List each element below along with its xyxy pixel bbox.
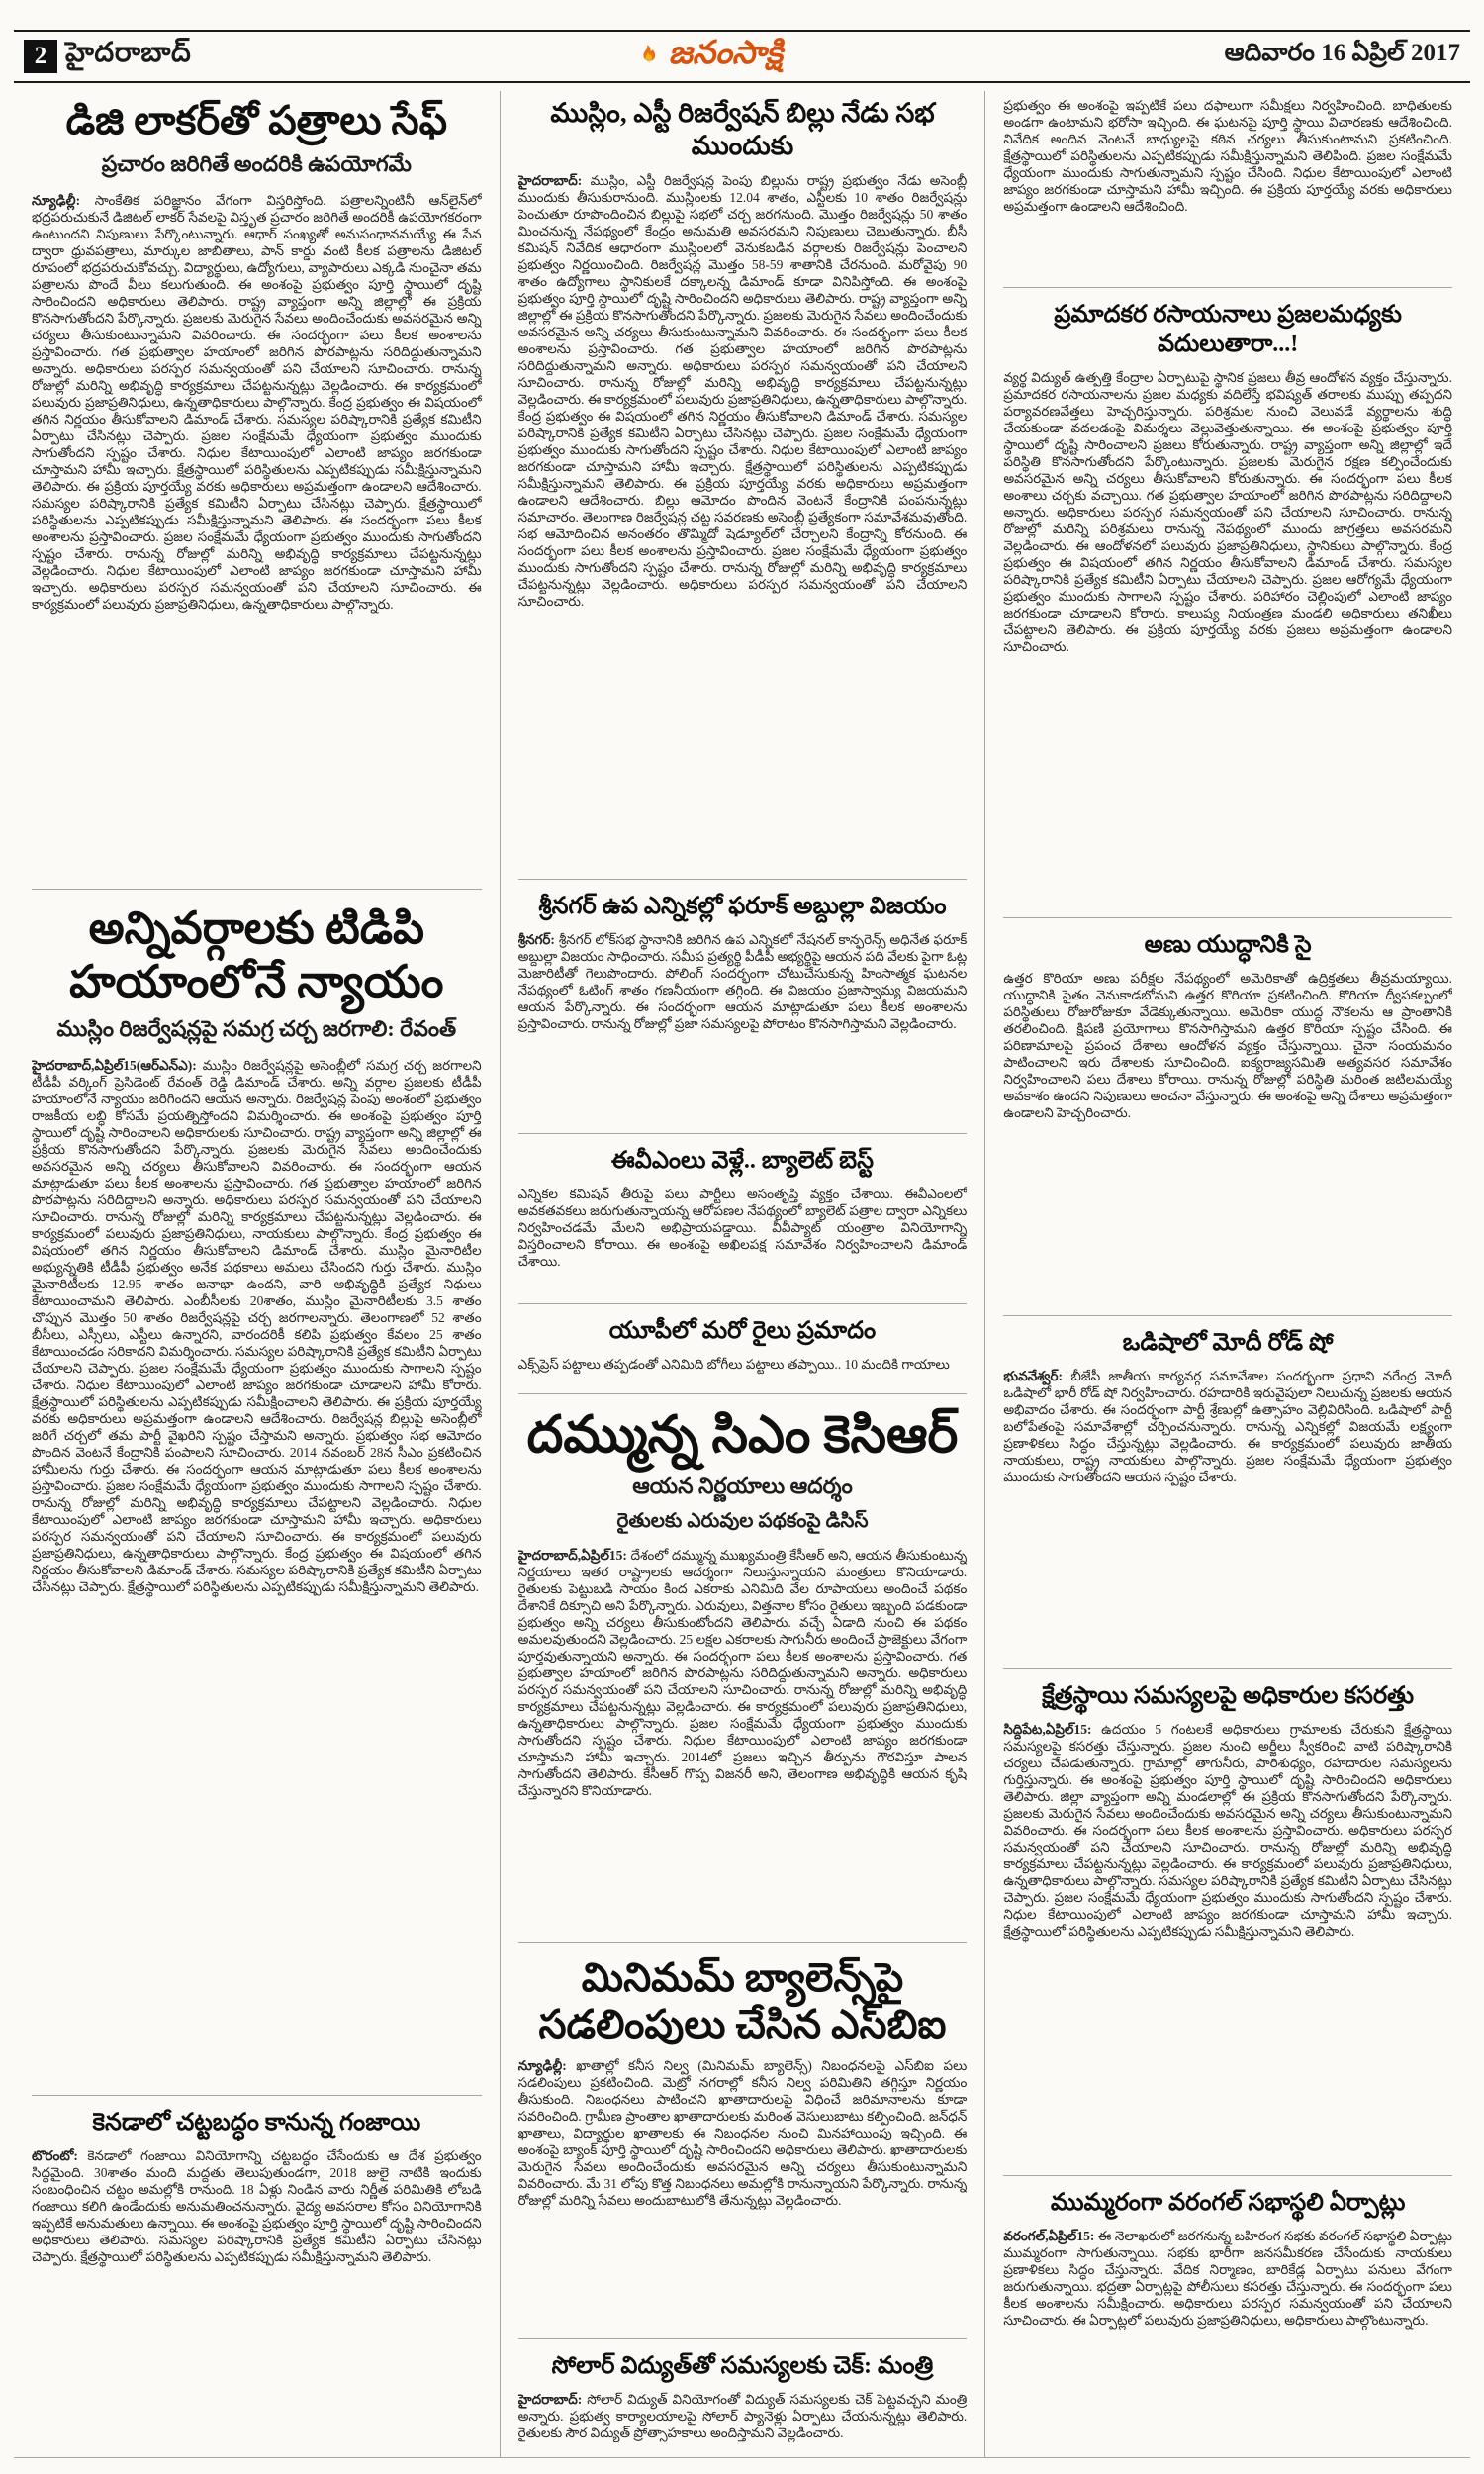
body-continuation — [1003, 97, 1452, 273]
body-text: శ్రీనగర్ లోక్‌సభ స్థానానికి జరిగిన ఉప ఎన్నికలో నేషనల్ కాన్ఫరెన్స్ అధినేత ఫరూక్ అబ్దుల్లా విజయం సాధించారు. సమీప ప్రత్యర్థి పీడీపీ అభ్యర్థిపై ఆయన పది వేలకు పైగా ఓట్ల మెజారిటీతో గెలుపొందారు. పోలింగ్ సందర్భంగా చోటుచేసుకున్న హింసాత్మక ఘటనల నేపథ్యంలో ఓటింగ్ శాతం గణనీయంగా తగ్గింది. ఈ విజయం ప్రజాస్వామ్య విజయమని ఆయన పేర్కొన్నారు. ఈ సందర్భంగా ఆయన మాట్లాడుతూ పలు కీలక అంశాలను ప్రస్తావించారు. రానున్న రోజుల్లో ప్రజా సమస్యలపై పోరాటం కొనసాగిస్తామని వెల్లడించారు. — [517, 931, 968, 1031]
article-modi-roadshow — [1003, 1315, 1452, 1655]
dateline: హైదరాబాద్: — [517, 2392, 583, 2408]
masthead-bar — [14, 30, 1470, 83]
subheadline-digilocker: ప్రచారం జరిగితే అందరికి ఉపయోగమే — [101, 151, 412, 177]
article-tdp-justice — [32, 889, 482, 2081]
article-continuation — [1003, 97, 1452, 273]
article-solar-power — [518, 2338, 968, 2442]
masthead-logo — [633, 35, 783, 79]
body-canada — [32, 2147, 482, 2395]
subheadline-kcr-2: రైతులకు ఎరువుల పథకంపై డిసిస్ — [616, 1509, 869, 1532]
headline-nuclear: అణు యుద్ధానికి సై — [1144, 932, 1312, 958]
edition-name: హైదరాబాద్ — [65, 38, 192, 68]
article-canada-cannabis — [32, 2095, 482, 2395]
article-rail-accident — [518, 1303, 968, 1380]
dateline: హైదరాబాద్: — [517, 172, 583, 188]
headline-canada: కెనడాలో చట్టబద్ధం కానున్న గంజాయి — [92, 2110, 421, 2137]
page-number: 2 — [24, 40, 57, 73]
body-solar — [518, 2391, 968, 2442]
body-text: ఎన్నికల కమిషన్ తీరుపై పలు పార్టీలు అసంతృప్తి వ్యక్తం చేశాయి. ఈవీఎంలలో అవకతవకలు జరుగుతున్నాయన్న ఆరోపణల నేపథ్యంలో బ్యాలెట్ పత్రాల ద్వారా ఎన్నికలు నిర్వహించడమే మేలని అభిప్రాయపడ్డాయి. వీవీప్యాట్ యంత్రాల వినియోగాన్ని విస్తరించాలని కోరాయి. ఈ అంశంపై అఖిలపక్ష సమావేశం నిర్వహించాలని డిమాండ్ చేశాయి. — [517, 1186, 968, 1269]
body-text: ముస్లిం రిజర్వేషన్లపై అసెంబ్లీలో సమగ్ర చర్చ జరగాలని టీడీపీ వర్కింగ్ ప్రెసిడెంట్ రేవంత్ రెడ్డి డిమాండ్ చేశారు. అన్ని వర్గాల ప్రజలకు టీడీపీ హయాంలోనే న్యాయం జరిగిందని ఆయన అన్నారు. రిజర్వేషన్ల పెంపు అంశంలో ప్రభుత్వం రాజకీయ లబ్ధి కోసమే ప్రయత్నిస్తోందని విమర్శించారు. ఈ అంశంపై ప్రభుత్వం పూర్తి స్థాయిలో దృష్టి సారించాలని అధికారులకు సూచించారు. రాష్ట్ర వ్యాప్తంగా అన్ని జిల్లాల్లో ఈ ప్రక్రియ కొనసాగుతోందని పేర్కొన్నారు. ప్రజలకు మెరుగైన సేవలు అందించేందుకు అవసరమైన అన్ని చర్యలు తీసుకోవాలని వివరించారు. ఈ సందర్భంగా ఆయన మాట్లాడుతూ పలు కీలక అంశాలను ప్రస్తావించారు. గత ప్రభుత్వాల హయాంలో జరిగిన పొరపాట్లను సరిదిద్దాలని అన్నారు. అధికారులు పరస్పర సమన్వయంతో పని చేయాలని సూచించారు. రానున్న రోజుల్లో మరిన్ని కార్యక్రమాలు చేపట్టనున్నట్లు వెల్లడించారు. ఈ కార్యక్రమంలో పలువురు ప్రజాప్రతినిధులు, నాయకులు పాల్గొన్నారు. కేంద్ర ప్రభుత్వం ఈ విషయంలో తగిన నిర్ణయం తీసుకోవాలని డిమాండ్ చేశారు. ముస్లిం మైనారిటీల అభ్యున్నతికి టీడీపీ ప్రభుత్వం అనేక పథకాలు అమలు చేసిందని గుర్తు చేశారు. ముస్లిం మైనారిటీలకు 12.95 శాతం జనాభా ఉందని, వారి అభివృద్ధికి ప్రత్యేక నిధులు కేటాయించామని తెలిపారు. ఎంబీసీలకు 20శాతం, ముస్లిం మైనారిటీలకు 3.5 శాతం చొప్పున మొత్తం 50 శాతం రిజర్వేషన్లపై చర్చ జరగాలన్నారు. తెలంగాణలో 52 శాతం బీసీలు, ఎస్సీలు, ఎస్టీలు ఉన్నారని, వారందరికీ కలిపి ప్రభుత్వం కేవలం 25 శాతం కేటాయించడం సరికాదని విమర్శించారు. సమస్యల పరిష్కారానికి ప్రత్యేక కమిటీని ఏర్పాటు చేయాలని చెప్పారు. ప్రజల సంక్షేమమే ధ్యేయంగా ప్రభుత్వం ముందుకు సాగాలని స్పష్టం చేశారు. నిధుల కేటాయింపులో ఎలాంటి జాప్యం జరగకుండా చూడాలని హామీ కోరారు. క్షేత్రస్థాయిలో పరిస్థితులను ఎప్పటికప్పుడు సమీక్షించాలని తెలిపారు. ఈ ప్రక్రియ పూర్తయ్యే వరకు అధికారులు అప్రమత్తంగా ఉండాలని ఆదేశించారు. రిజర్వేషన్ల బిల్లుపై అసెంబ్లీలో జరిగే చర్చలో తమ పార్టీ వైఖరిని స్పష్టం చేస్తామని అన్నారు. ప్రభుత్వం సభ ఆమోదం పొందిన వెంటనే కేంద్రానికి పంపాలని సూచించారు. 2014 నవంబర్ 28న సీఎం ప్రకటించిన హామీలను గుర్తు చేశారు. ఈ సందర్భంగా ఆయన మాట్లాడుతూ పలు కీలక అంశాలను ప్రస్తావించారు. ప్రజల సంక్షేమమే ధ్యేయంగా ప్రభుత్వం ముందుకు సాగాలని స్పష్టం చేశారు. రానున్న రోజుల్లో మరిన్ని అభివృద్ధి కార్యక్రమాలు చేపట్టాలని వెల్లడించారు. నిధుల కేటాయింపులో ఎలాంటి జాప్యం జరగకుండా చూస్తామని హామీ ఇచ్చారు. అధికారులు పరస్పర సమన్వయంతో పని చేయాలని సూచించారు. ఈ కార్యక్రమంలో పలువురు ప్రజాప్రతినిధులు, ఉన్నతాధికారులు పాల్గొన్నారు. కేంద్ర ప్రభుత్వం ఈ విషయంలో తగిన నిర్ణయం తీసుకోవాలని డిమాండ్ చేశారు. సమస్యల పరిష్కారానికి ప్రత్యేక కమిటీని ఏర్పాటు చేసినట్లు చెప్పారు. క్షేత్రస్థాయిలో పరిస్థితులను ఎప్పటికప్పుడు సమీక్షిస్తున్నామని తెలిపారు. — [32, 1058, 482, 1595]
flame-icon — [633, 43, 661, 70]
dateline: శ్రీనగర్: — [517, 931, 555, 947]
dateline: న్యూఢిల్లీ: — [32, 193, 81, 209]
subheadline-kcr-1: ఆయన నిర్ణయాలు ఆదర్శం — [632, 1473, 853, 1498]
body-srinagar — [518, 931, 968, 1119]
body-sbi — [518, 2057, 968, 2325]
headline-field: క్షేత్రస్థాయి సమస్యలపై అధికారుల కసరత్తు — [1042, 1683, 1415, 1709]
body-text: సోలార్ విద్యుత్ వినియోగంతో విద్యుత్ సమస్యలకు చెక్ పెట్టవచ్చని మంత్రి అన్నారు. ప్రభుత్వ కార్యాలయాలపై సోలార్ ప్యానెళ్లు ఏర్పాటు చేయనున్నట్లు తెలిపారు. రైతులకు సౌర విద్యుత్ ప్రోత్సాహకాలు అందిస్తామని వెల్లడించారు. — [517, 2392, 968, 2441]
dateline: హైదరాబాద్,ఏప్రిల్15: — [517, 1547, 627, 1563]
body-warangal — [1003, 2228, 1452, 2430]
body-reservation — [518, 172, 968, 865]
headline-modi: ఒడిషాలో మోదీ రోడ్ షో — [1122, 1330, 1334, 1356]
body-text: ముస్లిం, ఎస్టీ రిజర్వేషన్ల పెంపు బిల్లును రాష్ట్ర ప్రభుత్వం నేడు అసెంబ్లీ ముందుకు తీసుకురానుంది. ముస్లింలకు 12.04 శాతం, ఎస్టీలకు 10 శాతం రిజర్వేషన్లు పెంచుతూ రూపొందించిన బిల్లుపై సభలో చర్చ జరగనుంది. మొత్తం రిజర్వేషన్లు 50 శాతం మించనున్న నేపథ్యంలో కేంద్రం అనుమతి అవసరమని నిపుణులు చెబుతున్నారు. బీసీ కమిషన్ నివేదిక ఆధారంగా ముస్లింలలో వెనుకబడిన వర్గాలకు రిజర్వేషన్లు పెంచాలని ప్రభుత్వం నిర్ణయించింది. రిజర్వేషన్ల మొత్తం 58-59 శాతానికి చేరనుంది. మరోవైపు 90 శాతం ఉద్యోగాలు స్థానికులకే దక్కాలన్న డిమాండ్ కూడా వినిపిస్తోంది. ఈ అంశంపై ప్రభుత్వం పూర్తి స్థాయిలో దృష్టి సారించిందని అధికారులు తెలిపారు. రాష్ట్ర వ్యాప్తంగా అన్ని జిల్లాల్లో ఈ ప్రక్రియ కొనసాగుతోందని పేర్కొన్నారు. ప్రజలకు మెరుగైన సేవలు అందించేందుకు అవసరమైన అన్ని చర్యలు తీసుకుంటున్నామని వివరించారు. ఈ సందర్భంగా పలు కీలక అంశాలను ప్రస్తావించారు. గత ప్రభుత్వాల హయాంలో జరిగిన పొరపాట్లను సరిదిద్దుతున్నామని అన్నారు. అధికారులు పరస్పర సమన్వయంతో పని చేయాలని సూచించారు. రానున్న రోజుల్లో మరిన్ని అభివృద్ధి కార్యక్రమాలు చేపట్టనున్నట్లు వెల్లడించారు. ఈ కార్యక్రమంలో పలువురు ప్రజాప్రతినిధులు, ఉన్నతాధికారులు పాల్గొన్నారు. కేంద్ర ప్రభుత్వం ఈ విషయంలో తగిన నిర్ణయం తీసుకోవాలని డిమాండ్ చేశారు. సమస్యల పరిష్కారానికి ప్రత్యేక కమిటీని ఏర్పాటు చేసినట్లు చెప్పారు. ప్రజల సంక్షేమమే ధ్యేయంగా ప్రభుత్వం ముందుకు సాగుతోందని స్పష్టం చేశారు. నిధుల కేటాయింపులో ఎలాంటి జాప్యం జరగకుండా చూస్తామని హామీ ఇచ్చారు. క్షేత్రస్థాయిలో పరిస్థితులను ఎప్పటికప్పుడు సమీక్షిస్తున్నామని తెలిపారు. ఈ ప్రక్రియ పూర్తయ్యే వరకు అధికారులు అప్రమత్తంగా ఉండాలని ఆదేశించారు. బిల్లు ఆమోదం పొందిన వెంటనే కేంద్రానికి పంపనున్నట్లు సమాచారం. తెలంగాణ రిజర్వేషన్ల చట్ట సవరణకు అసెంబ్లీ ప్రత్యేకంగా సమావేశమవుతోంది. సభ ఆమోదించిన అనంతరం తొమ్మిదో షెడ్యూల్‌లో చేర్చాలని కేంద్రాన్ని కోరనుంది. ఈ సందర్భంగా పలు కీలక అంశాలను ప్రస్తావించారు. ప్రజల సంక్షేమమే ధ్యేయంగా ప్రభుత్వం ముందుకు సాగుతోందని స్పష్టం చేశారు. రానున్న రోజుల్లో మరిన్ని అభివృద్ధి కార్యక్రమాలు చేపట్టనున్నట్లు వెల్లడించారు. అధికారులు పరస్పర సమన్వయంతో పని చేయాలని సూచించారు. — [517, 172, 968, 609]
dateline: టొరంటో: — [32, 2148, 78, 2164]
headline-tdp: అన్నివర్గాలకు టిడిపి హయాంలోనే న్యాయం — [69, 904, 444, 1007]
body-evm — [518, 1186, 968, 1289]
column-middle — [500, 91, 985, 2457]
article-field-issues — [1003, 1668, 1452, 2161]
dateline: వరంగల్,ఏప్రిల్15: — [1003, 2229, 1095, 2243]
body-text: ఎక్స్‌ప్రెస్ పట్టాలు తప్పడంతో ఎనిమిది బోగీలు పట్టాలు తప్పాయి.. 10 మందికి గాయాలు — [517, 1356, 950, 1372]
body-rail — [518, 1356, 968, 1380]
dateline: న్యూఢిల్లీ: — [517, 2058, 567, 2074]
column-left — [14, 91, 500, 2457]
article-evm-ballot — [518, 1133, 968, 1289]
masthead-title: జనంసాక్షి — [668, 35, 784, 71]
article-reservation-bill — [518, 97, 968, 865]
headline-warangal: ముమ్మరంగా వరంగల్ సభాస్థలి ఏర్పాట్లు — [1050, 2190, 1406, 2216]
article-srinagar-bypoll — [518, 879, 968, 1119]
column-right — [984, 91, 1470, 2457]
headline-reservation: ముస్లిం, ఎస్టీ రిజర్వేషన్ బిల్లు నేడు సభ ముందుకు — [550, 98, 935, 160]
body-text: ఉత్తర కొరియా అణు పరీక్షల నేపథ్యంలో అమెరికాతో ఉద్రిక్తతలు తీవ్రమయ్యాయి. యుద్ధానికి సైతం వెనుకాడబోమని ఉత్తర కొరియా ప్రకటించింది. కొరియా ద్వీపకల్పంలో పరిస్థితులు రోజురోజుకూ వేడెక్కుతున్నాయి. అమెరికా యుద్ధ నౌకలను ఆ ప్రాంతానికి తరలించింది. క్షిపణి ప్రయోగాలు కొనసాగిస్తామని ఉత్తర కొరియా స్పష్టం చేసింది. ఈ పరిణామాలపై ప్రపంచ దేశాలు ఆందోళన వ్యక్తం చేస్తున్నాయి. చైనా సంయమనం పాటించాలని ఇరు దేశాలకు సూచించింది. ఐక్యరాజ్యసమితి అత్యవసర సమావేశం నిర్వహించాలని పలు దేశాలు కోరాయి. రానున్న రోజుల్లో పరిస్థితి మరింత జటిలమయ్యే అవకాశం ఉందని నిపుణులు అంచనా వేస్తున్నారు. ఈ అంశంపై అన్ని దేశాలు అప్రమత్తంగా ఉండాలని హెచ్చరించారు. — [1003, 971, 1452, 1120]
body-text: వ్యర్థ విద్యుత్ ఉత్పత్తి కేంద్రాల ఏర్పాటుపై స్థానిక ప్రజలు తీవ్ర ఆందోళన వ్యక్తం చేస్తున్నారు. ప్రమాదకర రసాయనాలను ప్రజల మధ్యకు వదిలేస్తే భవిష్యత్ తరాలకు ముప్పు తప్పదని పర్యావరణవేత్తలు హెచ్చరిస్తున్నారు. పరిశ్రమల నుంచి వెలువడే వ్యర్థాలను శుద్ధి చేయకుండా వదలడంపై విమర్శలు వెల్లువెత్తుతున్నాయి. ఈ అంశంపై ప్రభుత్వం పూర్తి స్థాయిలో దృష్టి సారించాలని ప్రజలు కోరుతున్నారు. రాష్ట్ర వ్యాప్తంగా అన్ని జిల్లాల్లో ఇదే పరిస్థితి కొనసాగుతోందని పేర్కొంటున్నారు. ప్రజలకు మెరుగైన రక్షణ కల్పించేందుకు అవసరమైన అన్ని చర్యలు తీసుకోవాలని కోరుతున్నారు. ఈ సందర్భంగా పలు కీలక అంశాలు చర్చకు వచ్చాయి. గత ప్రభుత్వాల హయాంలో జరిగిన పొరపాట్లను సరిదిద్దాలని అన్నారు. అధికారులు పరస్పర సమన్వయంతో పని చేయాలని సూచించారు. రానున్న రోజుల్లో మరిన్ని పరిశ్రమలు రానున్న నేపథ్యంలో ముందు జాగ్రత్తలు అవసరమని వెల్లడించారు. ఈ ఆందోళనలో పలువురు ప్రజాప్రతినిధులు, స్థానికులు పాల్గొన్నారు. కేంద్ర ప్రభుత్వం ఈ విషయంలో తగిన నిర్ణయం తీసుకోవాలని డిమాండ్ చేశారు. సమస్యల పరిష్కారానికి ప్రత్యేక కమిటీని ఏర్పాటు చేయాలని చెప్పారు. ప్రజల ఆరోగ్యమే ధ్యేయంగా ప్రభుత్వం ముందుకు సాగాలని స్పష్టం చేశారు. పరిహారం చెల్లింపులో ఎలాంటి జాప్యం జరగకుండా చూడాలని కోరారు. కాలుష్య నియంత్రణ మండలి అధికారులు తనిఖీలు చేపట్టాలని తెలిపారు. ఈ ప్రక్రియ పూర్తయ్యే వరకు ప్రజలు అప్రమత్తంగా ఉండాలని సూచించారు. — [1003, 370, 1452, 654]
headline-chemicals: ప్రమాదకర రసాయనాలు ప్రజలమధ్యకు వదులుతారా...! — [1054, 302, 1402, 357]
body-field — [1003, 1721, 1452, 2161]
dateline: భువనేశ్వర్: — [1003, 1369, 1063, 1383]
body-text: సాంకేతిక పరిజ్ఞానం వేగంగా విస్తరిస్తోంది. పత్రాలన్నింటినీ ఆన్‌లైన్‌లో భద్రపరుచుకునే డిజిటల్ లాకర్ సేవలపై విస్తృత ప్రచారం జరిగితే అందరికీ ఉపయోగకరంగా ఉంటుందని నిపుణులు పేర్కొంటున్నారు. ఆధార్ సంఖ్యతో అనుసంధానమయ్యే ఈ సేవ ద్వారా ధ్రువపత్రాలు, మార్కుల జాబితాలు, పాన్ కార్డు వంటి కీలక పత్రాలను డిజిటల్ రూపంలో భద్రపరుచుకోవచ్చు. విద్యార్థులు, ఉద్యోగులు, వ్యాపారులు ఎక్కడి నుంచైనా తమ పత్రాలను పొందే వీలు కలుగుతుంది. ఈ అంశంపై ప్రభుత్వం పూర్తి స్థాయిలో దృష్టి సారించిందని అధికారులు తెలిపారు. రాష్ట్ర వ్యాప్తంగా అన్ని జిల్లాల్లో ఈ ప్రక్రియ కొనసాగుతోందని పేర్కొన్నారు. ప్రజలకు మెరుగైన సేవలు అందించేందుకు అవసరమైన అన్ని చర్యలు తీసుకుంటున్నామని వివరించారు. ఈ సందర్భంగా పలు కీలక అంశాలను ప్రస్తావించారు. గత ప్రభుత్వాల హయాంలో జరిగిన పొరపాట్లను సరిదిద్దుతున్నామని అన్నారు. అధికారులు పరస్పర సమన్వయంతో పని చేయాలని సూచించారు. రానున్న రోజుల్లో మరిన్ని అభివృద్ధి కార్యక్రమాలు చేపట్టనున్నట్లు వెల్లడించారు. ఈ కార్యక్రమంలో పలువురు ప్రజాప్రతినిధులు, ఉన్నతాధికారులు పాల్గొన్నారు. కేంద్ర ప్రభుత్వం ఈ విషయంలో తగిన నిర్ణయం తీసుకోవాలని డిమాండ్ చేశారు. సమస్యల పరిష్కారానికి ప్రత్యేక కమిటీని ఏర్పాటు చేసినట్లు చెప్పారు. ప్రజల సంక్షేమమే ధ్యేయంగా ప్రభుత్వం ముందుకు సాగుతోందని స్పష్టం చేశారు. నిధుల కేటాయింపులో ఎలాంటి జాప్యం జరగకుండా చూస్తామని హామీ ఇచ్చారు. క్షేత్రస్థాయిలో పరిస్థితులను ఎప్పటికప్పుడు సమీక్షిస్తున్నామని తెలిపారు. ఈ ప్రక్రియ పూర్తయ్యే వరకు అధికారులు అప్రమత్తంగా ఉండాలని ఆదేశించారు. సమస్యల పరిష్కారానికి ప్రత్యేక కమిటీని ఏర్పాటు చేసినట్లు చెప్పారు. క్షేత్రస్థాయిలో పరిస్థితులను ఎప్పటికప్పుడు సమీక్షిస్తున్నామని తెలిపారు. ఈ సందర్భంగా పలు కీలక అంశాలను ప్రస్తావించారు. ప్రజల సంక్షేమమే ధ్యేయంగా ప్రభుత్వం ముందుకు సాగుతోందని స్పష్టం చేశారు. రానున్న రోజుల్లో మరిన్ని అభివృద్ధి కార్యక్రమాలు చేపట్టనున్నట్లు వెల్లడించారు. నిధుల కేటాయింపులో ఎలాంటి జాప్యం జరగకుండా చూస్తామని హామీ ఇచ్చారు. అధికారులు పరస్పర సమన్వయంతో పని చేయాలని సూచించారు. ఈ కార్యక్రమంలో పలువురు ప్రజాప్రతినిధులు, ఉన్నతాధికారులు పాల్గొన్నారు. — [32, 193, 482, 613]
body-text: ఈ నెలాఖరులో జరగనున్న బహిరంగ సభకు వరంగల్ సభాస్థలి ఏర్పాట్లు ముమ్మరంగా సాగుతున్నాయి. సభకు భారీగా జనసమీకరణ చేసేందుకు నాయకులు ప్రణాళికలు సిద్ధం చేస్తున్నారు. వేదిక నిర్మాణం, బారికేడ్ల ఏర్పాటు పనులు వేగంగా జరుగుతున్నాయి. భద్రతా ఏర్పాట్లపై పోలీసులు కసరత్తు చేస్తున్నారు. ఈ సందర్భంగా పలు కీలక అంశాలను సమీక్షించారు. అధికారులు పరస్పర సమన్వయంతో పని చేయాలని సూచించారు. ఈ ఏర్పాట్లలో పలువురు ప్రజాప్రతినిధులు, అధికారులు పాల్గొంటున్నారు. — [1003, 2229, 1452, 2328]
body-nuclear — [1003, 970, 1452, 1301]
edition-block — [24, 38, 191, 75]
article-nuclear-war — [1003, 917, 1452, 1301]
article-hazardous-chemicals — [1003, 287, 1452, 904]
headline-kcr: దమ్మున్న సిఎం కెసిఆర్ — [526, 1406, 959, 1464]
headline-digilocker: డిజి లాకర్‌తో పత్రాలు సేఫ్ — [65, 98, 448, 143]
issue-date: ఆదివారం 16 ఏప్రిల్ 2017 — [1224, 40, 1460, 66]
article-sbi-minimum-balance — [518, 1942, 968, 2325]
headline-srinagar: శ్రీనగర్ ఉప ఎన్నికల్లో ఫరూక్ అబ్దుల్లా విజయం — [538, 893, 947, 919]
body-text: కెనడాలో గంజాయి వినియోగాన్ని చట్టబద్ధం చేసేందుకు ఆ దేశ ప్రభుత్వం సిద్ధమైంది. 30శాతం మంది మద్దతు తెలుపుతుండగా, 2018 జులై నాటికి ఇందుకు సంబంధించిన చట్టం అమల్లోకి రానుంది. 18 ఏళ్లు నిండిన వారు నిర్ణీత పరిమితికి లోబడి గంజాయి కలిగి ఉండేందుకు అనుమతించనున్నారు. వైద్య అవసరాల కోసం వినియోగానికి ఇప్పటికే అనుమతులు ఉన్నాయి. ఈ అంశంపై ప్రభుత్వం పూర్తి స్థాయిలో దృష్టి సారించిందని అధికారులు తెలిపారు. సమస్యల పరిష్కారానికి ప్రత్యేక కమిటీని ఏర్పాటు చేసినట్లు చెప్పారు. క్షేత్రస్థాయిలో పరిస్థితులను ఎప్పటికప్పుడు సమీక్షిస్తున్నామని తెలిపారు. — [32, 2148, 482, 2265]
body-text: ప్రభుత్వం ఈ అంశంపై ఇప్పటికే పలు దఫాలుగా సమీక్షలు నిర్వహించింది. బాధితులకు అండగా ఉంటామని భరోసా ఇచ్చింది. ఈ ఘటనపై పూర్తి స్థాయి విచారణకు ఆదేశించింది. నివేదిక అందిన వెంటనే బాధ్యులపై కఠిన చర్యలు తీసుకుంటామని ప్రకటించింది. క్షేత్రస్థాయిలో పరిస్థితులను ఎప్పటికప్పుడు సమీక్షిస్తున్నామని తెలిపింది. ప్రజల సంక్షేమమే ధ్యేయంగా ముందుకు సాగుతున్నామని స్పష్టం చేసింది. నిధుల కేటాయింపులో ఎలాంటి జాప్యం జరగకుండా చూస్తామని హామీ ఇచ్చింది. ఈ ప్రక్రియ పూర్తయ్యే వరకు అధికారులు అప్రమత్తంగా ఉండాలని ఆదేశించింది. — [1003, 98, 1452, 214]
headline-solar: సోలార్ విద్యుత్‌తో సమస్యలకు చెక్: మంత్రి — [551, 2353, 934, 2380]
article-digilocker — [32, 97, 482, 875]
dateline: సిద్దిపేట,ఏప్రిల్15: — [1003, 1722, 1092, 1737]
content-columns — [14, 91, 1470, 2458]
headline-sbi: మినిమమ్ బ్యాలెన్స్‌పై సడలింపులు చేసిన ఎస్‌బిఐ — [538, 1954, 947, 2046]
body-text: బీజేపీ జాతీయ కార్యవర్గ సమావేశాల సందర్భంగా ప్రధాని నరేంద్ర మోదీ ఒడిషాలో భారీ రోడ్ షో నిర్వహించారు. రహదారికి ఇరువైపులా నిలుచున్న ప్రజలకు ఆయన అభివాదం చేశారు. ఈ సందర్భంగా పార్టీ శ్రేణుల్లో ఉత్సాహం వెల్లివిరిసింది. ఒడిషాలో పార్టీ బలోపేతంపై సమావేశాల్లో చర్చించనున్నారు. రానున్న ఎన్నికల్లో విజయమే లక్ష్యంగా ప్రణాళికలు సిద్ధం చేస్తున్నట్లు వెల్లడించారు. ఈ కార్యక్రమంలో పలువురు జాతీయ నాయకులు, రాష్ట్ర నాయకులు పాల్గొన్నారు. ప్రజల సంక్షేమమే ధ్యేయంగా ప్రభుత్వం ముందుకు సాగుతోందని ఆయన స్పష్టం చేశారు. — [1003, 1369, 1452, 1484]
dateline: హైదరాబాద్,ఏప్రిల్15(ఆర్‌ఎన్‌ఎ): — [32, 1058, 197, 1074]
body-digilocker — [32, 192, 482, 875]
headline-rail: యూపీలో మరో రైలు ప్రమాదం — [608, 1317, 877, 1344]
body-tdp — [32, 1057, 482, 2081]
body-kcr — [518, 1547, 968, 1928]
body-text: దేశంలో దమ్మున్న ముఖ్యమంత్రి కేసీఆర్ అని, ఆయన తీసుకుంటున్న నిర్ణయాలు ఇతర రాష్ట్రాలకు ఆదర్శంగా నిలుస్తున్నాయని మంత్రులు కొనియాడారు. రైతులకు పెట్టుబడి సాయం కింద ఎకరాకు ఎనిమిది వేల రూపాయలు అందించే పథకం దేశానికే దిక్సూచి అని పేర్కొన్నారు. ఎరువులు, విత్తనాల కోసం రైతులు ఇబ్బంది పడకుండా ప్రభుత్వం అన్ని చర్యలు తీసుకుంటోందని తెలిపారు. వచ్చే ఏడాది నుంచి ఈ పథకం అమలవుతుందని వెల్లడించారు. 25 లక్షల ఎకరాలకు సాగునీరు అందించే ప్రాజెక్టులు వేగంగా పూర్తవుతున్నాయని అన్నారు. ఈ సందర్భంగా పలు కీలక అంశాలను ప్రస్తావించారు. గత ప్రభుత్వాల హయాంలో జరిగిన పొరపాట్లను సరిదిద్దుతున్నామని అన్నారు. అధికారులు పరస్పర సమన్వయంతో పని చేయాలని సూచించారు. రానున్న రోజుల్లో మరిన్ని అభివృద్ధి కార్యక్రమాలు చేపట్టనున్నట్లు వెల్లడించారు. ఈ కార్యక్రమంలో పలువురు ప్రజాప్రతినిధులు, ఉన్నతాధికారులు పాల్గొన్నారు. ప్రజల సంక్షేమమే ధ్యేయంగా ప్రభుత్వం ముందుకు సాగుతోందని స్పష్టం చేశారు. నిధుల కేటాయింపులో ఎలాంటి జాప్యం జరగకుండా చూస్తామని హామీ ఇచ్చారు. 2014లో ప్రజలు ఇచ్చిన తీర్పును గౌరవిస్తూ పాలన సాగుతోందని తెలిపారు. కేసీఆర్ గొప్ప విజనరీ అని, తెలంగాణ అభివృద్ధికి ఆయన కృషి చేస్తున్నారని కొనియాడారు. — [517, 1547, 968, 1798]
article-warangal-venue — [1003, 2175, 1452, 2430]
body-text: ఉదయం 5 గంటలకే అధికారులు గ్రామాలకు చేరుకుని క్షేత్రస్థాయి సమస్యలపై కసరత్తు చేస్తున్నారు. ప్రజల నుంచి అర్జీలు స్వీకరించి వాటి పరిష్కారానికి చర్యలు చేపడుతున్నారు. గ్రామాల్లో తాగునీరు, పారిశుధ్యం, రహదారుల సమస్యలను గుర్తిస్తున్నారు. ఈ అంశంపై ప్రభుత్వం పూర్తి స్థాయిలో దృష్టి సారించిందని అధికారులు తెలిపారు. జిల్లా వ్యాప్తంగా అన్ని మండలాల్లో ఈ ప్రక్రియ కొనసాగుతోందని పేర్కొన్నారు. ప్రజలకు మెరుగైన సేవలు అందించేందుకు అవసరమైన అన్ని చర్యలు తీసుకుంటున్నామని వివరించారు. ఈ సందర్భంగా పలు కీలక అంశాలను ప్రస్తావించారు. అధికారులు పరస్పర సమన్వయంతో పని చేయాలని సూచించారు. రానున్న రోజుల్లో మరిన్ని అభివృద్ధి కార్యక్రమాలు చేపట్టనున్నట్లు వెల్లడించారు. ఈ కార్యక్రమంలో పలువురు ప్రజాప్రతినిధులు, ఉన్నతాధికారులు పాల్గొన్నారు. సమస్యల పరిష్కారానికి ప్రత్యేక కమిటీని ఏర్పాటు చేసినట్లు చెప్పారు. ప్రజల సంక్షేమమే ధ్యేయంగా ప్రభుత్వం ముందుకు సాగుతోందని స్పష్టం చేశారు. నిధుల కేటాయింపులో ఎలాంటి జాప్యం జరగకుండా చూస్తామని హామీ ఇచ్చారు. క్షేత్రస్థాయిలో పరిస్థితులను ఎప్పటికప్పుడు సమీక్షిస్తున్నామని తెలిపారు. — [1003, 1722, 1452, 1939]
subheadline-tdp: ముస్లిం రిజర్వేషన్లపై సమగ్ర చర్చ జరగాలి: రేవంత్ — [56, 1016, 457, 1042]
headline-evm: ఈవీఎంలు వెళ్లే.. బ్యాలెట్ బెస్ట్ — [610, 1147, 875, 1174]
article-kcr — [518, 1393, 968, 1928]
body-chemicals — [1003, 369, 1452, 904]
body-text: ఖాతాల్లో కనీస నిల్వ (మినిమమ్ బ్యాలెన్స్) నిబంధనలపై ఎస్‌బిఐ పలు సడలింపులు ప్రకటించింది. మెట్రో నగరాల్లో కనీస నిల్వ పరిమితిని తగ్గిస్తూ నిర్ణయం తీసుకుంది. నిబంధనలు పాటించని ఖాతాదారులపై విధించే జరిమానాలను కూడా సవరించింది. గ్రామీణ ప్రాంతాల ఖాతాదారులకు మరింత వెసులుబాటు కల్పించింది. జన్‌ధన్ ఖాతాలు, విద్యార్థుల ఖాతాలకు ఈ నిబంధనల నుంచి మినహాయింపు ఇచ్చింది. ఈ అంశంపై బ్యాంక్ పూర్తి స్థాయిలో దృష్టి సారించిందని అధికారులు తెలిపారు. ఖాతాదారులకు మెరుగైన సేవలు అందించేందుకు అవసరమైన అన్ని చర్యలు తీసుకుంటున్నామని వివరించారు. మే 31 లోపు కొత్త నిబంధనలు అమల్లోకి రానున్నాయని పేర్కొన్నారు. రానున్న రోజుల్లో మరిన్ని సేవలు అందుబాటులోకి తేనున్నట్లు వెల్లడించారు. — [517, 2058, 968, 2209]
body-modi — [1003, 1368, 1452, 1655]
